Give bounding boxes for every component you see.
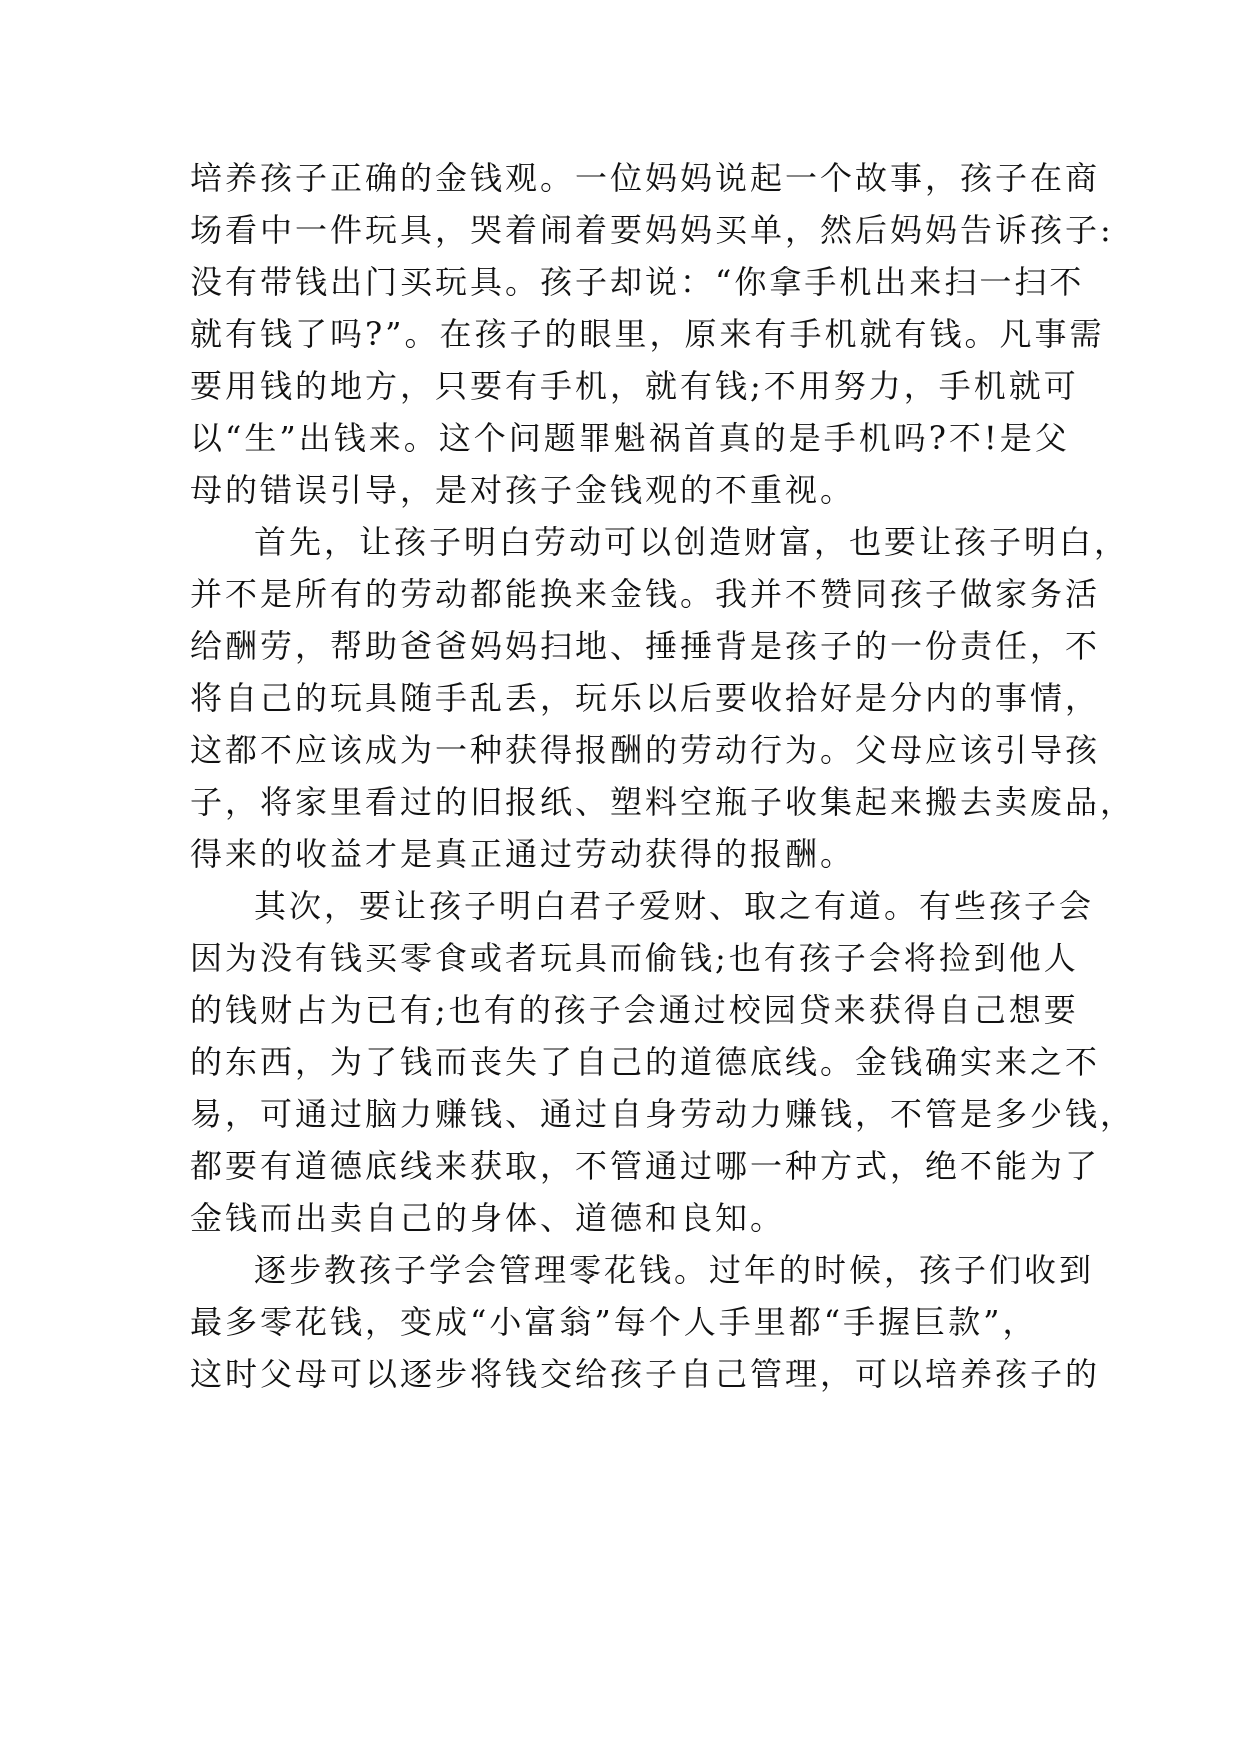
text-line: 易，可通过脑力赚钱、通过自身劳动力赚钱，不管是多少钱，	[190, 1095, 1136, 1133]
text-line: 金钱而出卖自己的身体、道德和良知。	[190, 1199, 786, 1237]
text-line: 最多零花钱，变成“小富翁”每个人手里都“手握巨款”，	[190, 1303, 1038, 1341]
text-line: 母的错误引导，是对孩子金钱观的不重视。	[190, 471, 856, 509]
text-line-first: 逐步教孩子学会管理零花钱。过年的时候，孩子们收到	[254, 1251, 1095, 1289]
paragraph-2	[190, 516, 1136, 880]
paragraph-4	[190, 1244, 1101, 1400]
text-line: 就有钱了吗?”。在孩子的眼里，原来有手机就有钱。凡事需	[190, 315, 1105, 353]
text-line: 场看中一件玩具，哭着闹着要妈妈买单，然后妈妈告诉孩子:	[190, 211, 1114, 249]
text-line: 培养孩子正确的金钱观。一位妈妈说起一个故事，孩子在商	[190, 159, 1101, 197]
text-line: 以“生”出钱来。这个问题罪魁祸首真的是手机吗?不!是父	[190, 419, 1070, 457]
text-line-first: 首先，让孩子明白劳动可以创造财富，也要让孩子明白，	[254, 523, 1130, 561]
text-line: 的钱财占为已有;也有的孩子会通过校园贷来获得自己想要	[190, 991, 1079, 1029]
text-line: 这时父母可以逐步将钱交给孩子自己管理，可以培养孩子的	[190, 1355, 1101, 1393]
text-line: 将自己的玩具随手乱丢，玩乐以后要收拾好是分内的事情，	[190, 679, 1101, 717]
text-line: 给酬劳，帮助爸爸妈妈扫地、捶捶背是孩子的一份责任，不	[190, 627, 1101, 665]
paragraph-3	[190, 880, 1136, 1244]
text-line: 都要有道德底线来获取，不管通过哪一种方式，绝不能为了	[190, 1147, 1101, 1185]
text-line: 得来的收益才是真正通过劳动获得的报酬。	[190, 835, 856, 873]
text-line: 这都不应该成为一种获得报酬的劳动行为。父母应该引导孩	[190, 731, 1101, 769]
text-line-first: 其次，要让孩子明白君子爱财、取之有道。有些孩子会	[254, 887, 1095, 925]
text-line: 要用钱的地方，只要有手机，就有钱;不用努力，手机就可	[190, 367, 1079, 405]
paragraph-1	[190, 152, 1114, 516]
document-body	[190, 152, 1136, 1400]
text-line: 的东西，为了钱而丧失了自己的道德底线。金钱确实来之不	[190, 1043, 1101, 1081]
text-line: 子，将家里看过的旧报纸、塑料空瓶子收集起来搬去卖废品，	[190, 783, 1136, 821]
text-line: 并不是所有的劳动都能换来金钱。我并不赞同孩子做家务活	[190, 575, 1101, 613]
text-line: 没有带钱出门买玩具。孩子却说：“你拿手机出来扫一扫不	[190, 263, 1085, 301]
text-line: 因为没有钱买零食或者玩具而偷钱;也有孩子会将捡到他人	[190, 939, 1079, 977]
